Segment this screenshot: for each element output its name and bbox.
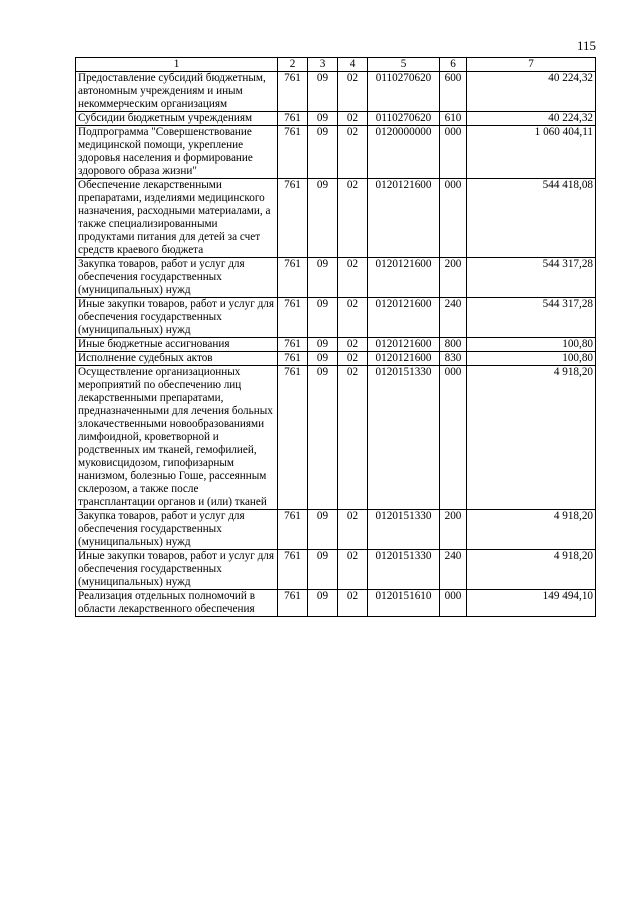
column-header: 7 (467, 58, 596, 72)
ministry-code-cell: 761 (278, 352, 308, 366)
target-article-code-cell: 0120121600 (368, 258, 440, 298)
column-header: 5 (368, 58, 440, 72)
expense-type-code-cell: 830 (440, 352, 467, 366)
expenditure-name-cell: Закупка товаров, работ и услуг для обеспечения государственных (муниципальных) нужд (76, 258, 278, 298)
table-row (76, 352, 596, 366)
section-code-cell: 09 (308, 258, 338, 298)
section-code-cell: 09 (308, 126, 338, 179)
table-row (76, 590, 596, 617)
expense-type-code-cell: 240 (440, 298, 467, 338)
ministry-code-cell: 761 (278, 510, 308, 550)
amount-cell: 4 918,20 (467, 366, 596, 510)
subsection-code-cell: 02 (338, 72, 368, 112)
expense-type-code-cell: 800 (440, 338, 467, 352)
table-row (76, 179, 596, 258)
expenditure-name-cell: Осуществление организационных мероприятий по обеспечению лиц лекарственными препаратами, предназначенными для лечения больных злокачественными новообразованиями лимфоидной, кроветворной и родственных им тканей, гемофилией, муковисцидозом, гипофизарным нанизмом, болезнью Гоше, рассеянным склерозом, а также после трансплантации органов и (или) тканей (76, 366, 278, 510)
ministry-code-cell: 761 (278, 366, 308, 510)
expenditure-name-cell: Реализация отдельных полномочий в области лекарственного обеспечения (76, 590, 278, 617)
page-number: 115 (576, 38, 596, 53)
section-code-cell: 09 (308, 510, 338, 550)
expenditure-name-cell: Подпрограмма "Совершенствование медицинской помощи, укрепление здоровья населения и формирование здорового образа жизни" (76, 126, 278, 179)
expense-type-code-cell: 200 (440, 258, 467, 298)
expense-type-code-cell: 600 (440, 72, 467, 112)
target-article-code-cell: 0120121600 (368, 338, 440, 352)
amount-cell: 544 317,28 (467, 298, 596, 338)
subsection-code-cell: 02 (338, 590, 368, 617)
target-article-code-cell: 0120121600 (368, 298, 440, 338)
table-row (76, 126, 596, 179)
target-article-code-cell: 0120121600 (368, 352, 440, 366)
section-code-cell: 09 (308, 112, 338, 126)
table-row (76, 366, 596, 510)
expense-type-code-cell: 240 (440, 550, 467, 590)
column-header: 1 (76, 58, 278, 72)
expenditure-name-cell: Иные закупки товаров, работ и услуг для обеспечения государственных (муниципальных) нужд (76, 298, 278, 338)
amount-cell: 544 418,08 (467, 179, 596, 258)
ministry-code-cell: 761 (278, 258, 308, 298)
table-row (76, 510, 596, 550)
amount-cell: 40 224,32 (467, 72, 596, 112)
table-row (76, 338, 596, 352)
target-article-code-cell: 0110270620 (368, 112, 440, 126)
expense-type-code-cell: 000 (440, 590, 467, 617)
table-row (76, 258, 596, 298)
section-code-cell: 09 (308, 352, 338, 366)
subsection-code-cell: 02 (338, 352, 368, 366)
ministry-code-cell: 761 (278, 338, 308, 352)
amount-cell: 149 494,10 (467, 590, 596, 617)
ministry-code-cell: 761 (278, 179, 308, 258)
expenditure-name-cell: Предоставление субсидий бюджетным, автономным учреждениям и иным некоммерческим организациям (76, 72, 278, 112)
ministry-code-cell: 761 (278, 72, 308, 112)
amount-cell: 4 918,20 (467, 510, 596, 550)
target-article-code-cell: 0120151330 (368, 366, 440, 510)
amount-cell: 544 317,28 (467, 258, 596, 298)
subsection-code-cell: 02 (338, 298, 368, 338)
expense-type-code-cell: 200 (440, 510, 467, 550)
subsection-code-cell: 02 (338, 550, 368, 590)
target-article-code-cell: 0120151610 (368, 590, 440, 617)
table-row (76, 112, 596, 126)
subsection-code-cell: 02 (338, 179, 368, 258)
column-header: 4 (338, 58, 368, 72)
budget-table (75, 57, 596, 617)
subsection-code-cell: 02 (338, 258, 368, 298)
ministry-code-cell: 761 (278, 590, 308, 617)
amount-cell: 100,80 (467, 352, 596, 366)
subsection-code-cell: 02 (338, 366, 368, 510)
ministry-code-cell: 761 (278, 298, 308, 338)
section-code-cell: 09 (308, 298, 338, 338)
section-code-cell: 09 (308, 179, 338, 258)
table-body (76, 72, 596, 617)
subsection-code-cell: 02 (338, 126, 368, 179)
amount-cell: 40 224,32 (467, 112, 596, 126)
target-article-code-cell: 0120000000 (368, 126, 440, 179)
target-article-code-cell: 0120121600 (368, 179, 440, 258)
expenditure-name-cell: Исполнение судебных актов (76, 352, 278, 366)
expense-type-code-cell: 000 (440, 179, 467, 258)
table-header (76, 58, 596, 72)
ministry-code-cell: 761 (278, 112, 308, 126)
section-code-cell: 09 (308, 550, 338, 590)
table-row (76, 550, 596, 590)
section-code-cell: 09 (308, 590, 338, 617)
expenditure-name-cell: Закупка товаров, работ и услуг для обеспечения государственных (муниципальных) нужд (76, 510, 278, 550)
target-article-code-cell: 0110270620 (368, 72, 440, 112)
ministry-code-cell: 761 (278, 550, 308, 590)
amount-cell: 1 060 404,11 (467, 126, 596, 179)
table-row (76, 72, 596, 112)
section-code-cell: 09 (308, 366, 338, 510)
target-article-code-cell: 0120151330 (368, 510, 440, 550)
amount-cell: 100,80 (467, 338, 596, 352)
expenditure-name-cell: Субсидии бюджетным учреждениям (76, 112, 278, 126)
expense-type-code-cell: 000 (440, 126, 467, 179)
table-row (76, 298, 596, 338)
subsection-code-cell: 02 (338, 338, 368, 352)
subsection-code-cell: 02 (338, 112, 368, 126)
column-header: 6 (440, 58, 467, 72)
amount-cell: 4 918,20 (467, 550, 596, 590)
subsection-code-cell: 02 (338, 510, 368, 550)
column-header: 2 (278, 58, 308, 72)
section-code-cell: 09 (308, 338, 338, 352)
expenditure-name-cell: Иные бюджетные ассигнования (76, 338, 278, 352)
expenditure-name-cell: Иные закупки товаров, работ и услуг для обеспечения государственных (муниципальных) нужд (76, 550, 278, 590)
expense-type-code-cell: 000 (440, 366, 467, 510)
ministry-code-cell: 761 (278, 126, 308, 179)
column-header: 3 (308, 58, 338, 72)
section-code-cell: 09 (308, 72, 338, 112)
header-row (76, 58, 596, 72)
expenditure-name-cell: Обеспечение лекарственными препаратами, изделиями медицинского назначения, расходными материалами, а также специализированными продуктами питания для детей за счет средств краевого бюджета (76, 179, 278, 258)
expense-type-code-cell: 610 (440, 112, 467, 126)
target-article-code-cell: 0120151330 (368, 550, 440, 590)
